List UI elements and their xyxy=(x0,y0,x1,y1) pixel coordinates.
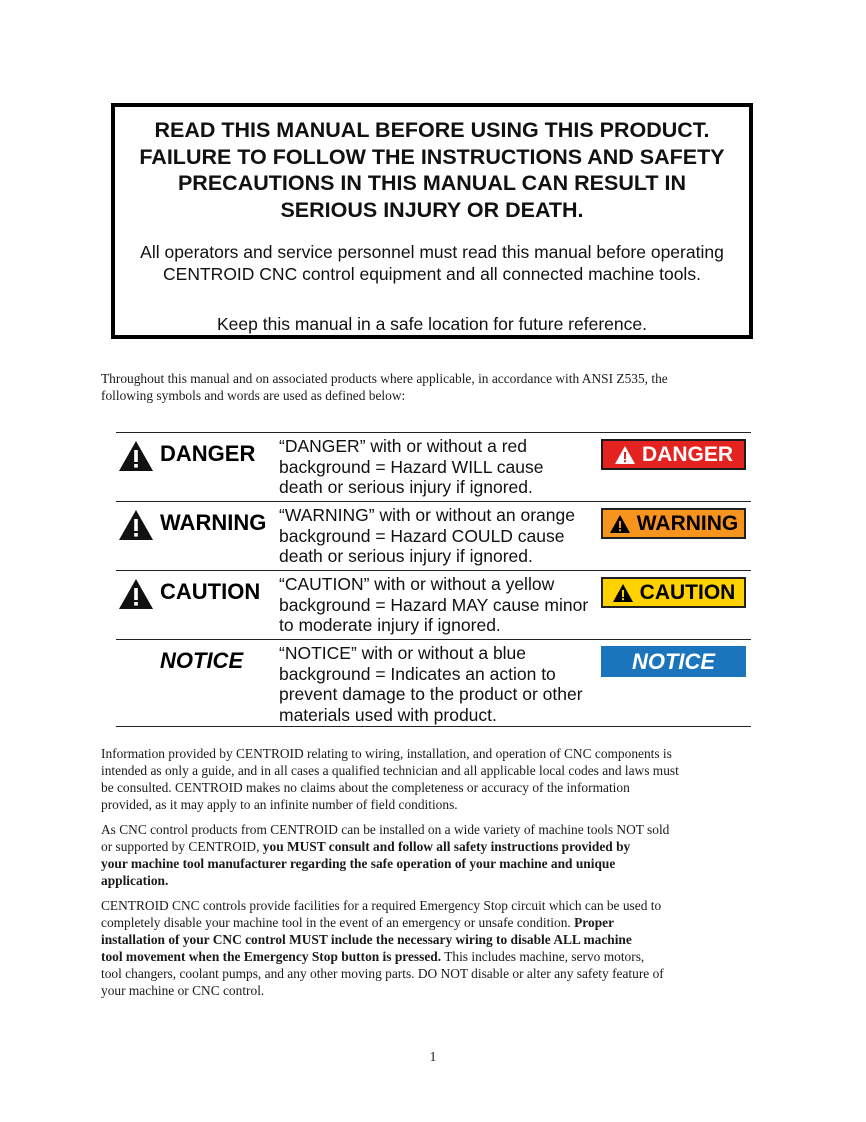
bold-text: you MUST consult and follow all safety instructions provided by xyxy=(262,839,631,854)
signal-row-caution xyxy=(116,570,751,639)
bold-text: tool movement when the Emergency Stop button is pressed. xyxy=(101,949,442,964)
signal-description xyxy=(279,505,575,567)
headline-line: SERIOUS INJURY OR DEATH. xyxy=(280,197,584,222)
safety-headline xyxy=(115,117,749,223)
text-line: following symbols and words are used as defined below: xyxy=(101,388,406,403)
safety-body-line: All operators and service personnel must read this manual before operating xyxy=(140,242,724,262)
text-line: CENTROID CNC controls provide facilities for a required Emergency Stop circuit which can be used to xyxy=(101,898,662,913)
notice-badge xyxy=(601,646,746,677)
signal-row-danger xyxy=(116,432,751,501)
intro-paragraph xyxy=(101,370,766,404)
desc-line: death or serious injury if ignored. xyxy=(279,546,533,567)
badge-label: CAUTION xyxy=(639,580,736,604)
disclaimer-paragraph xyxy=(101,745,766,813)
headline-line: READ THIS MANUAL BEFORE USING THIS PRODUCT. xyxy=(154,118,710,142)
emergency-stop-paragraph xyxy=(101,897,766,999)
signal-description xyxy=(279,436,543,498)
desc-line: death or serious injury if ignored. xyxy=(279,477,533,498)
text-line xyxy=(101,948,766,965)
hazard-triangle-icon xyxy=(118,440,154,472)
bold-text-line: your machine tool manufacturer regarding the safe operation of your machine and unique xyxy=(101,856,616,871)
desc-line: background = Hazard COULD cause xyxy=(279,525,565,546)
signal-word: NOTICE xyxy=(160,648,244,673)
text-line: tool changers, coolant pumps, and any other moving parts. DO NOT disable or alter any safety feature of xyxy=(101,966,664,981)
hazard-triangle-icon xyxy=(609,514,631,534)
signal-description xyxy=(279,574,588,636)
badge-label: DANGER xyxy=(641,442,733,466)
danger-badge xyxy=(601,439,746,470)
text-line xyxy=(101,914,766,931)
text-segment: This includes machine, servo motors, xyxy=(441,949,645,964)
machine-tool-paragraph xyxy=(101,821,766,889)
desc-line: prevent damage to the product or other xyxy=(279,684,583,705)
hazard-triangle-icon xyxy=(612,583,634,603)
safety-warning-box xyxy=(111,103,753,339)
signal-row-notice xyxy=(116,639,751,727)
desc-line: background = Hazard MAY cause minor xyxy=(279,594,589,615)
warning-badge xyxy=(601,508,746,539)
hazard-triangle-icon xyxy=(118,509,154,541)
hazard-triangle-icon xyxy=(118,578,154,610)
headline-line: PRECAUTIONS IN THIS MANUAL CAN RESULT IN xyxy=(177,171,687,195)
desc-line: “DANGER” with or without a red xyxy=(279,436,527,456)
signal-word: WARNING xyxy=(160,510,267,535)
headline-line: FAILURE TO FOLLOW THE INSTRUCTIONS AND SAFETY xyxy=(139,144,725,169)
text-segment: or supported by CENTROID, xyxy=(101,839,263,854)
bold-text-line: application. xyxy=(101,873,169,888)
signal-word: CAUTION xyxy=(160,579,261,604)
signal-row-warning xyxy=(116,501,751,570)
keep-manual-line: Keep this manual in a safe location for future reference. xyxy=(217,314,647,334)
desc-line: “CAUTION” with or without a yellow xyxy=(279,574,555,594)
safety-body xyxy=(115,241,749,285)
text-line xyxy=(101,838,766,855)
text-line: intended as only a guide, and in all cases a qualified technician and all applicable local codes and laws must xyxy=(101,763,679,778)
text-line: provided, as it may apply to an infinite number of field conditions. xyxy=(101,797,458,812)
signal-word: DANGER xyxy=(160,441,256,466)
desc-line: “NOTICE” with or without a blue xyxy=(279,643,527,663)
text-line: your machine or CNC control. xyxy=(101,983,265,998)
text-segment: completely disable your machine tool in the event of an emergency or unsafe condition. xyxy=(101,915,575,930)
badge-label: NOTICE xyxy=(631,648,716,674)
bold-text: Proper xyxy=(574,915,615,930)
page-number: 1 xyxy=(429,1049,437,1064)
bold-text-line: installation of your CNC control MUST include the necessary wiring to disable ALL machine xyxy=(101,932,632,947)
text-line: As CNC control products from CENTROID can be installed on a wide variety of machine tools NOT sold xyxy=(101,822,670,837)
desc-line: background = Indicates an action to xyxy=(279,663,556,684)
safety-body-line: CENTROID CNC control equipment and all connected machine tools. xyxy=(163,264,701,284)
signal-word-table xyxy=(116,432,751,727)
desc-line: materials used with product. xyxy=(279,705,497,726)
text-line: Information provided by CENTROID relating to wiring, installation, and operation of CNC components is xyxy=(101,746,672,761)
desc-line: “WARNING” with or without an orange xyxy=(279,505,575,525)
caution-badge xyxy=(601,577,746,608)
desc-line: background = Hazard WILL cause xyxy=(279,456,544,477)
desc-line: to moderate injury if ignored. xyxy=(279,615,501,636)
text-line: be consulted. CENTROID makes no claims about the completeness or accuracy of the information xyxy=(101,780,630,795)
hazard-triangle-icon xyxy=(614,445,636,465)
text-line: Throughout this manual and on associated products where applicable, in accordance with ANSI Z535, the xyxy=(101,371,668,386)
badge-label: WARNING xyxy=(636,511,739,535)
signal-description xyxy=(279,643,583,726)
